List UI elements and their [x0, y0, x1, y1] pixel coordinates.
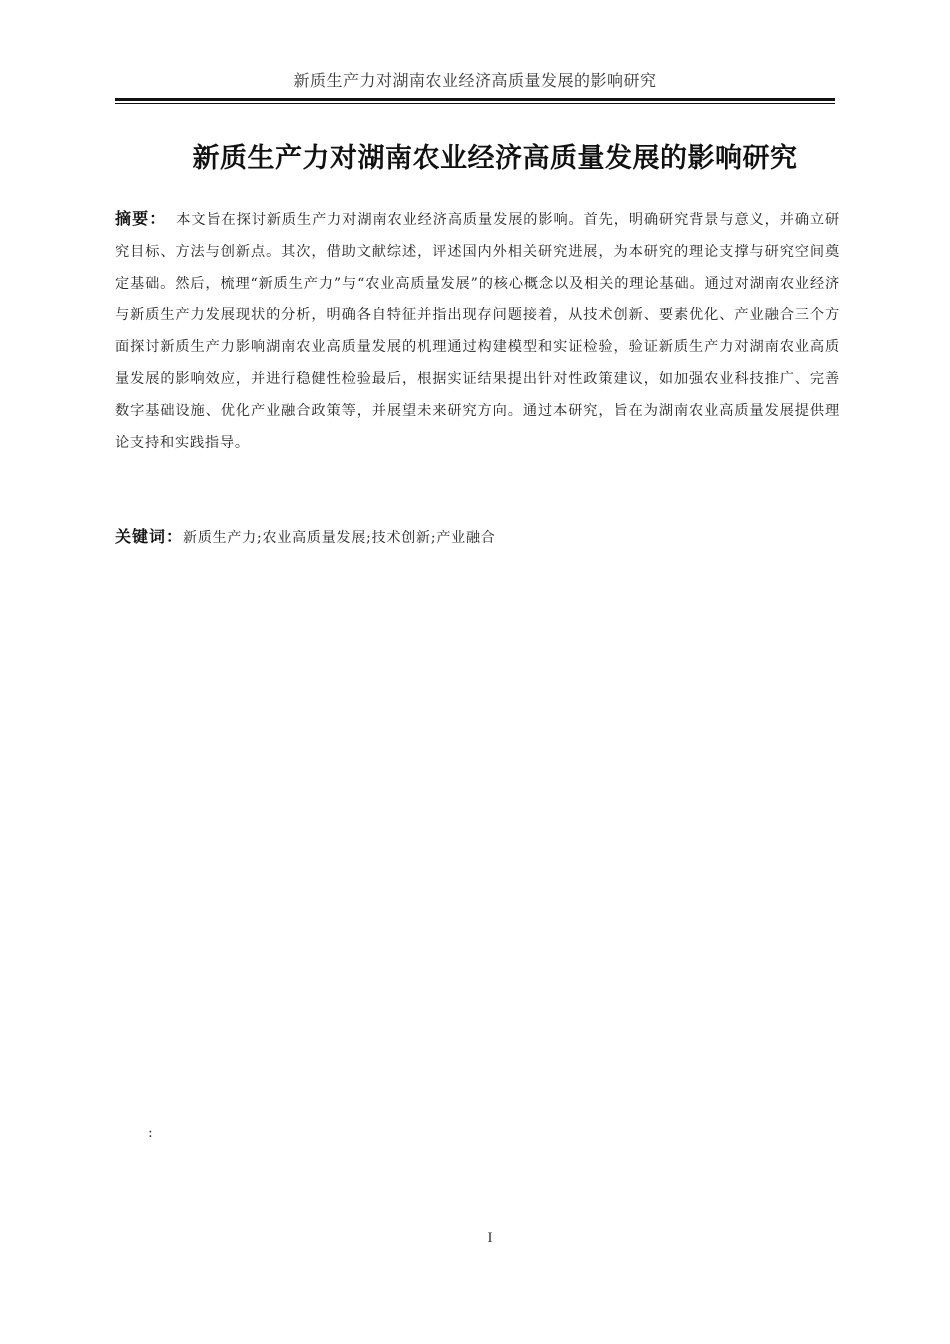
page-number: I — [487, 1230, 493, 1246]
keywords-label: 关键词： — [115, 527, 184, 546]
document-title: 新质生产力对湖南农业经济高质量发展的影响研究 — [192, 143, 798, 174]
running-header: 新质生产力对湖南农业经济高质量发展的影响研究 — [293, 71, 657, 90]
keywords-list: 新质生产力;农业高质量发展;技术创新;产业融合 — [183, 530, 496, 546]
abstract-body: 本文旨在探讨新质生产力对湖南农业经济高质量发展的影响。首先，明确研究背景与意义，并确立研究目标、方法与创新点。其次，借助文献综述，评述国内外相关研究进展，为本研究的理论支撑与研究空间奠定基础。然后，梳理“新质生产力”与“农业高质量发展”的核心概念以及相关的理论基础。通过对湖南农业经济与新质生产力发展现状的分析，明确各自特征并指出现存问题接着，从技术创新、要素优化、产业融合三个方面探讨新质生产力影响湖南农业高质量发展的机理通过构建模型和实证检验，验证新质生产力对湖南农业高质量发展的影响效应，并进行稳健性检验最后，根据实证结果提出针对性政策建议，如加强农业科技推广、完善数字基础设施、优化产业融合政策等，并展望未来研究方向。通过本研究，旨在为湖南农业高质量发展提供理论支持和实践指导。 — [115, 212, 840, 451]
abstract-label: 摘要： — [115, 209, 167, 228]
header-rule-thick — [115, 98, 835, 101]
stray-colon-mark: : — [148, 1125, 153, 1141]
abstract-section — [115, 203, 840, 459]
header-rule-thin — [115, 103, 835, 104]
keywords-section — [115, 523, 840, 552]
